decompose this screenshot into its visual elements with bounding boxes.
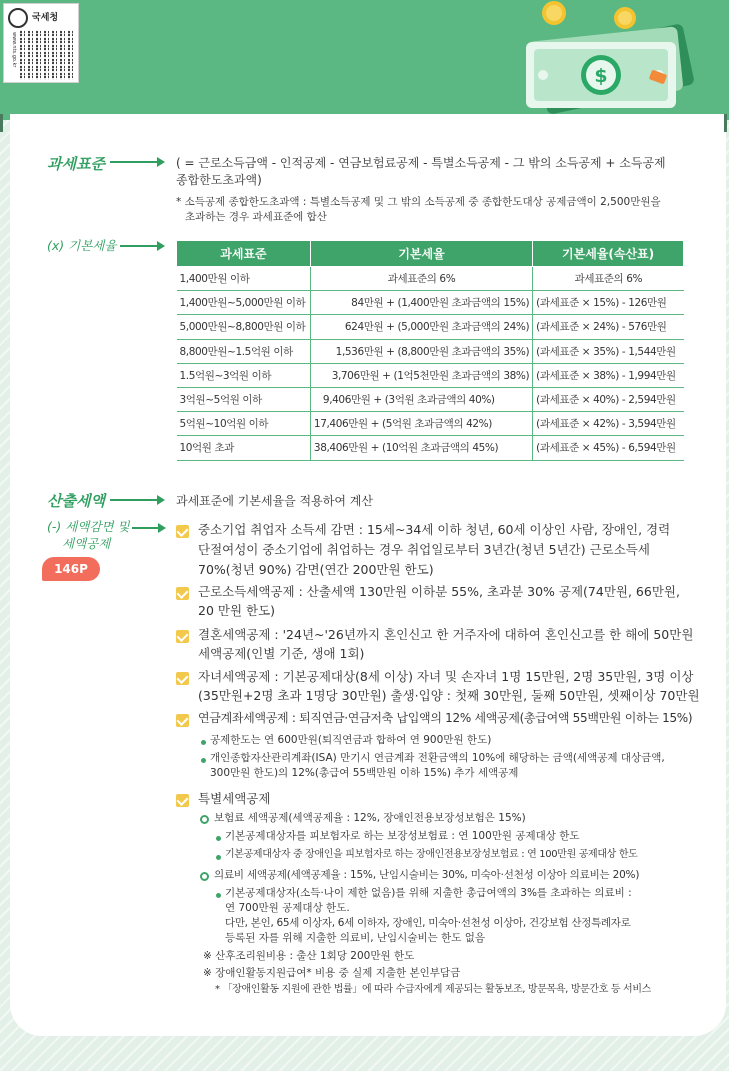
table-header-row — [177, 241, 684, 267]
credit-item-5-bullet-3: 300만원 한도)의 12%(총급여 55백만원 이하 15%) 추가 세액공제 — [210, 767, 519, 779]
table-row — [177, 315, 684, 339]
credit-item-2-line-1: 근로소득세액공제 : 산출세액 130만원 이하분 55%, 초과분 30% 공제(74만원, 66만원, — [198, 584, 680, 599]
table-cell: 17,406만원 + (5억원 초과금액의 42%) — [310, 412, 532, 436]
table-cell: (과세표준 × 42%) - 3,594만원 — [533, 412, 684, 436]
medical-credit: 의료비 세액공제(세액공제율 : 15%, 난임시술비는 30%, 미숙아·선천성 이상아 의료비는 20%) — [214, 869, 640, 881]
table-row — [177, 412, 684, 436]
credit-item-1-line-2: 단절여성이 중소기업에 취업하는 경우 취업일로부터 3년간(청년 5년간) 근로소득세 — [198, 542, 650, 557]
calculated-tax-label: 산출세액 — [47, 492, 105, 510]
check-icon — [176, 525, 189, 538]
credit-item-2-line-2: 20 만원 한도) — [198, 603, 276, 618]
tax-base-formula-1: ( = 근로소득금액 - 인적공제 - 연금보험료공제 - 특별소득공제 - 그 밖의 소득공제 + 소득공제 — [176, 156, 666, 170]
table-cell: (과세표준 × 35%) - 1,544만원 — [533, 339, 684, 363]
table-cell: 과세표준의 6% — [310, 267, 532, 291]
table-cell: 9,406만원 + (3억원 초과금액의 40%) — [310, 387, 532, 411]
tax-base-note-2: 초과하는 경우 과세표준에 합산 — [185, 211, 327, 223]
table-cell: 1.5억원~3억원 이하 — [177, 363, 311, 387]
money-illustration-icon — [510, 0, 700, 115]
table-cell: 과세표준의 6% — [533, 267, 684, 291]
right-accent-bar — [724, 114, 727, 132]
table-cell: 5,000만원~8,800만원 이하 — [177, 315, 311, 339]
table-cell: 624만원 + (5,000만원 초과금액의 24%) — [310, 315, 532, 339]
table-cell: (과세표준 × 24%) - 576만원 — [533, 315, 684, 339]
table-header: 기본세율(속산표) — [533, 241, 684, 267]
page-ref-badge[interactable]: 146P — [42, 557, 100, 581]
table-cell: 1,400만원 이하 — [177, 267, 311, 291]
note-postnatal: ※ 산후조리원비용 : 출산 1회당 200만원 한도 — [203, 950, 415, 962]
rate-label: (x) 기본세율 — [47, 238, 117, 253]
insurance-credit: 보험료 세액공제(세액공제율 : 12%, 장애인전용보장성보험은 15%) — [214, 812, 526, 824]
credit-item-6-title: 특별세액공제 — [198, 791, 271, 806]
credit-item-5-bullet-1: 공제한도는 연 600만원(퇴직연금과 합하여 연 900만원 한도) — [210, 734, 492, 746]
agency-name: 국세청 — [32, 13, 59, 23]
table-row — [177, 267, 684, 291]
table-row — [177, 436, 684, 460]
tax-base-note-1: * 소득공제 종합한도초과액 : 특별소득공제 및 그 밖의 소득공제 중 종합한도대상 공제금액이 2,500만원을 — [176, 196, 661, 208]
table-cell: (과세표준 × 38%) - 1,994만원 — [533, 363, 684, 387]
tax-base-label: 과세표준 — [47, 155, 105, 173]
qr-side-text: www.nts.go.kr — [11, 32, 17, 68]
svg-text:$: $ — [594, 65, 608, 87]
agency-logo-icon — [8, 8, 28, 28]
medical-bullet-1-line-3: 다만, 본인, 65세 이상자, 6세 이하자, 장애인, 미숙아·선천성 이상아, 건강보험 산정특례자로 — [225, 917, 631, 929]
check-icon — [176, 794, 189, 807]
bullet-icon — [216, 836, 221, 841]
bullet-icon — [201, 740, 206, 745]
credit-item-1-line-1: 중소기업 취업자 소득세 감면 : 15세~34세 이하 청년, 60세 이상인 사람, 장애인, 경력 — [198, 522, 671, 537]
check-icon — [176, 672, 189, 685]
note-disability: ※ 장애인활동지원급여* 비용 중 실제 지출한 본인부담금 — [203, 967, 461, 979]
tax-rate-table — [176, 240, 684, 461]
credit-item-5-line-1: 연금계좌세액공제 : 퇴직연금·연금저축 납입액의 12% 세액공제(총급여액 55백만원 이하는 15%) — [198, 711, 693, 725]
table-cell: 8,800만원~1.5억원 이하 — [177, 339, 311, 363]
table-cell: 5억원~10억원 이하 — [177, 412, 311, 436]
table-cell: (과세표준 × 45%) - 6,594만원 — [533, 436, 684, 460]
tax-base-formula-2: 종합한도초과액) — [176, 173, 262, 187]
arrow-icon — [110, 495, 165, 505]
table-cell: 3억원~5억원 이하 — [177, 387, 311, 411]
ring-bullet-icon — [200, 872, 209, 881]
table-header: 과세표준 — [177, 241, 311, 267]
credit-item-3-line-1: 결혼세액공제 : '24년~'26년까지 혼인신고 한 거주자에 대하여 혼인신고를 한 해에 50만원 — [198, 627, 694, 642]
table-cell: 1,536만원 + (8,800만원 초과금액의 35%) — [310, 339, 532, 363]
table-row — [177, 339, 684, 363]
credits-label-2: 세액공제 — [62, 536, 111, 551]
table-cell: (과세표준 × 40%) - 2,594만원 — [533, 387, 684, 411]
table-cell: 3,706만원 + (1억5천만원 초과금액의 38%) — [310, 363, 532, 387]
table-cell: (과세표준 × 15%) - 126만원 — [533, 291, 684, 315]
credit-item-3-line-2: 세액공제(인별 기준, 생애 1회) — [198, 646, 365, 661]
calculated-tax-text: 과세표준에 기본세율을 적용하여 계산 — [176, 494, 373, 508]
qr-code-icon[interactable] — [20, 30, 76, 80]
credit-item-5-bullet-2: 개인종합자산관리계좌(ISA) 만기시 연금계좌 전환금액의 10%에 해당하는 금액(세액공제 대상금액, — [210, 752, 665, 764]
medical-bullet-1: 기본공제대상자(소득·나이 제한 없음)를 위해 지출한 총급여액의 3%를 초과하는 의료비 : — [225, 887, 632, 899]
check-icon — [176, 714, 189, 727]
arrow-icon — [110, 157, 165, 167]
table-cell: 10억원 초과 — [177, 436, 311, 460]
bullet-icon — [216, 893, 221, 898]
note-disability-detail: * 「장애인활동 지원에 관한 법률」에 따라 수급자에게 제공되는 활동보조, 방문목욕, 방문간호 등 서비스 — [215, 984, 651, 995]
arrow-icon — [132, 523, 166, 533]
medical-bullet-1-line-4: 등록된 자를 위해 지출한 의료비, 난임시술비는 한도 없음 — [225, 932, 485, 944]
table-cell: 1,400만원~5,000만원 이하 — [177, 291, 311, 315]
table-header: 기본세율 — [310, 241, 532, 267]
table-row — [177, 291, 684, 315]
qr-panel[interactable] — [3, 3, 79, 83]
check-icon — [176, 587, 189, 600]
credit-item-4-line-1: 자녀세액공제 : 기본공제대상(8세 이상) 자녀 및 손자녀 1명 15만원, 2명 35만원, 3명 이상 — [198, 669, 694, 684]
bullet-icon — [216, 855, 221, 860]
bullet-icon — [201, 758, 206, 763]
credit-item-1-line-3: 70%(청년 90%) 감면(연간 200만원 한도) — [198, 562, 434, 577]
table-cell: 38,406만원 + (10억원 초과금액의 45%) — [310, 436, 532, 460]
medical-bullet-1-line-2: 연 700만원 공제대상 한도. — [225, 902, 350, 914]
credits-label-1: (-) 세액감면 및 — [47, 519, 130, 534]
table-row — [177, 363, 684, 387]
table-row — [177, 387, 684, 411]
left-accent-bar — [0, 114, 3, 132]
table-cell: 84만원 + (1,400만원 초과금액의 15%) — [310, 291, 532, 315]
insurance-bullet-1: 기본공제대상자를 피보험자로 하는 보장성보험료 : 연 100만원 공제대상 한도 — [225, 830, 580, 842]
insurance-bullet-2: 기본공제대상자 중 장애인을 피보험자로 하는 장애인전용보장성보험료 : 연 100만원 공제대상 한도 — [225, 849, 638, 860]
credit-item-4-line-2: (35만원+2명 초과 1명당 30만원) 출생·입양 : 첫째 30만원, 둘째 50만원, 셋째이상 70만원 — [198, 688, 700, 703]
check-icon — [176, 630, 189, 643]
arrow-icon — [120, 241, 165, 251]
ring-bullet-icon — [200, 815, 209, 824]
